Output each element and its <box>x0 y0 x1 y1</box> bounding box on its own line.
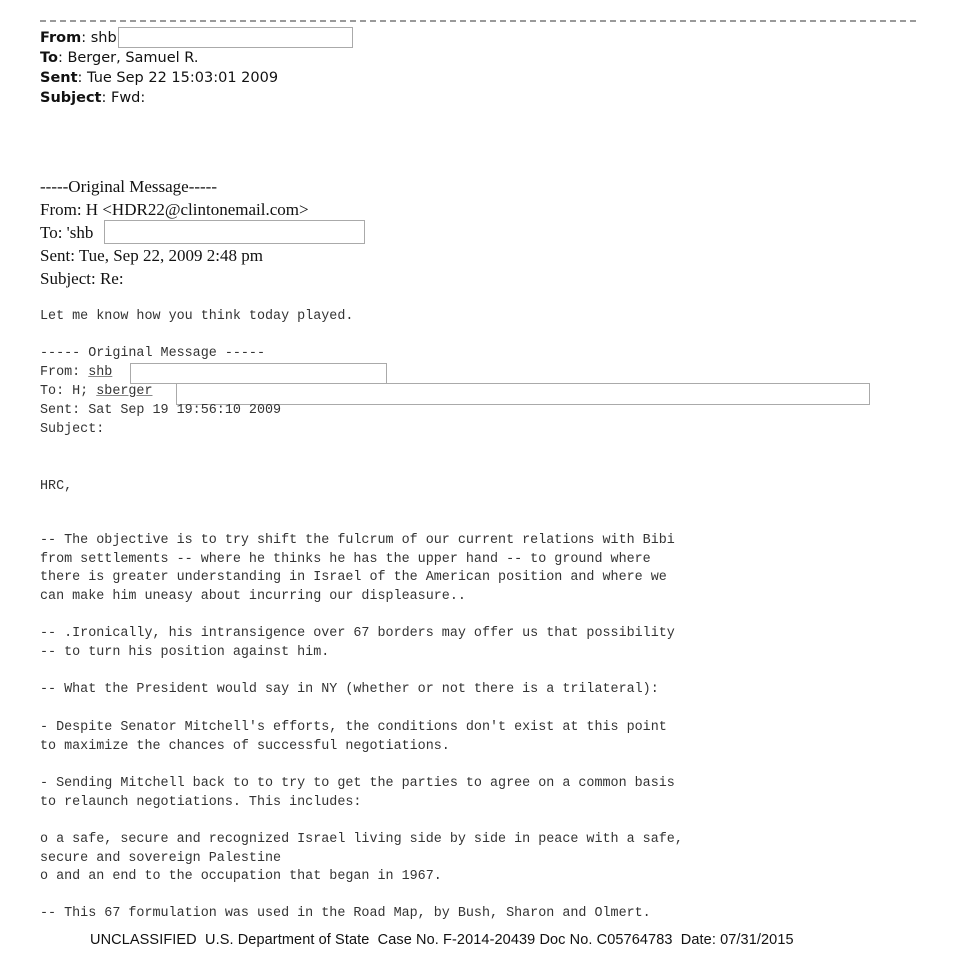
header-from: From: shb <box>40 30 117 46</box>
original1-from: From: H <HDR22@clintonemail.com> <box>40 200 309 219</box>
body-paragraph: -- .Ironically, his intransigence over 67 borders may offer us that possibility -- to turn his position against him. <box>40 626 675 660</box>
header-subject: Subject: Fwd: <box>40 90 146 106</box>
original2-sent: Sent: Sat Sep 19 19:56:10 2009 <box>40 403 282 418</box>
body-paragraph: - Sending Mitchell back to to try to get the parties to agree on a common basis to relaunch negotiations. This includes: <box>40 776 675 810</box>
header-from-label: From <box>40 30 82 46</box>
original1-body: Let me know how you think today played. <box>40 309 354 324</box>
original1-subject: Subject: Re: <box>40 269 124 288</box>
original2-from <box>40 364 112 383</box>
original2-from-value: shb <box>88 365 113 380</box>
header-subject-label: Subject <box>40 90 102 106</box>
header-sent: Sent: Tue Sep 22 15:03:01 2009 <box>40 70 279 86</box>
header-to-label: To <box>40 50 58 66</box>
original2-subject: Subject: <box>40 422 105 437</box>
header-sent-value: Tue Sep 22 15:03:01 2009 <box>87 70 279 86</box>
original2-to <box>40 383 153 402</box>
original2-to-prefix: To: H; <box>40 384 97 399</box>
original1-sent: Sent: Tue, Sep 22, 2009 2:48 pm <box>40 246 263 265</box>
body-paragraph: -- What the President would say in NY (whether or not there is a trilateral): <box>40 682 659 697</box>
original2-to-value: sberger <box>96 384 153 399</box>
header-sent-label: Sent <box>40 70 78 86</box>
original1-to: To: 'shb <box>40 223 94 242</box>
header-subject-value: Fwd: <box>110 90 146 106</box>
original2-divider: ----- Original Message ----- <box>40 346 265 361</box>
redaction-box <box>118 27 353 48</box>
header-to-value: Berger, Samuel R. <box>67 50 199 66</box>
body-paragraph: - Despite Senator Mitchell's efforts, the conditions don't exist at this point to maximize the chances of successful negotiations. <box>40 720 667 754</box>
salutation: HRC, <box>40 479 73 494</box>
redaction-box <box>104 220 365 244</box>
body-paragraph: -- The objective is to try shift the fulcrum of our current relations with Bibi from settlements -- where he thinks he has the upper hand -- to ground where there is greater understanding in Israel of the American position and where we can make him uneasy about incurring our displeasure.. <box>40 533 675 604</box>
original1-divider: -----Original Message----- <box>40 177 217 196</box>
header-from-value: shb <box>90 30 117 46</box>
body-paragraph: o a safe, secure and recognized Israel living side by side in peace with a safe, secure and sovereign Palestine o and an end to the occupation that began in 1967. <box>40 832 683 885</box>
classification-footer: UNCLASSIFIED U.S. Department of State Case No. F-2014-20439 Doc No. C05764783 Date: 07/31/2015 <box>90 932 794 948</box>
body-paragraph: -- This 67 formulation was used in the Road Map, by Bush, Sharon and Olmert. <box>40 906 651 921</box>
header-to: To: Berger, Samuel R. <box>40 50 199 66</box>
original2-from-prefix: From: <box>40 365 89 380</box>
top-rule <box>40 20 916 22</box>
redaction-box <box>130 363 387 384</box>
